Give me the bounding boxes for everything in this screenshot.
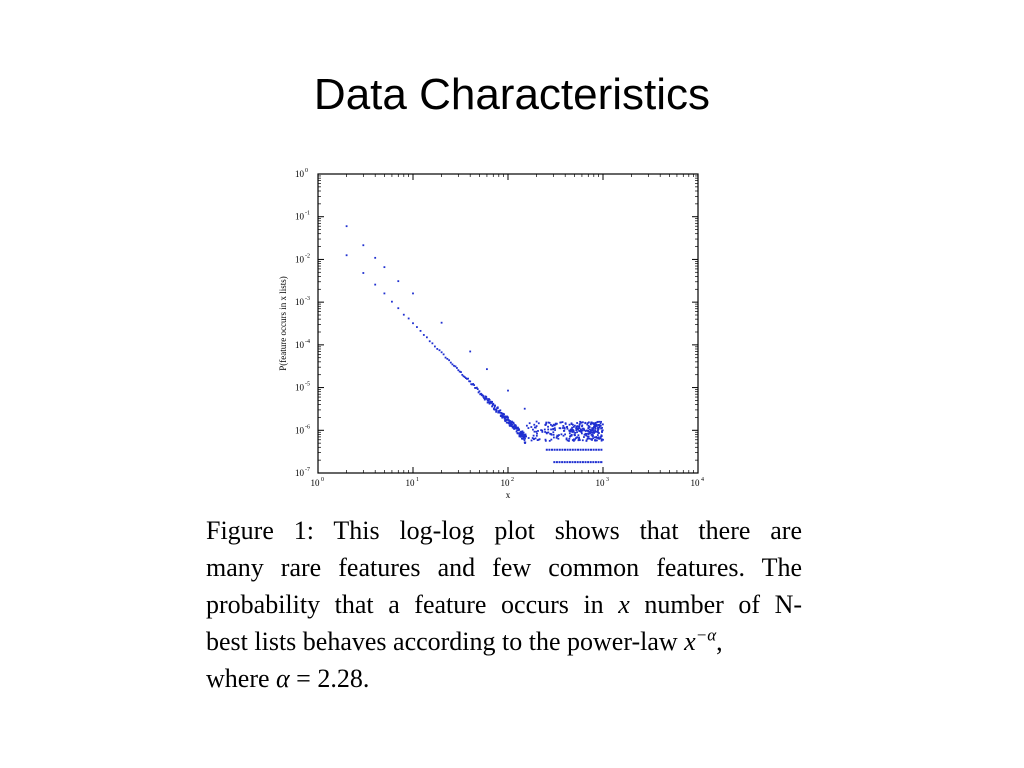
figure-caption [206, 512, 802, 697]
data-point [467, 378, 469, 380]
data-point [560, 422, 562, 424]
data-point [576, 422, 578, 424]
x-tick-exponent: 0 [321, 477, 324, 483]
data-point [524, 442, 526, 444]
data-point [441, 351, 443, 353]
data-point [581, 432, 583, 434]
data-point [592, 435, 594, 437]
data-point [582, 439, 584, 441]
data-point [601, 431, 603, 433]
data-point [525, 435, 527, 437]
data-point [562, 421, 564, 423]
data-point [588, 421, 590, 423]
y-tick-label: 10 [295, 382, 304, 393]
x-tick-label: 10 [310, 478, 320, 488]
data-point [598, 421, 600, 423]
data-point [374, 284, 376, 286]
y-tick-label: 10 [295, 468, 304, 478]
data-point [486, 368, 488, 370]
data-point [523, 432, 525, 434]
data-point [346, 254, 348, 256]
data-point [598, 432, 600, 434]
data-point [585, 433, 587, 435]
data-point [582, 421, 584, 423]
data-point [489, 399, 491, 401]
data-point [535, 437, 537, 439]
data-point [552, 431, 554, 433]
data-point [499, 409, 501, 411]
data-point [563, 430, 565, 432]
data-point [600, 423, 602, 425]
data-point [397, 280, 399, 282]
data-point [412, 293, 414, 295]
caption-power-exp: −α [695, 625, 717, 645]
data-point [534, 431, 536, 433]
caption-line-3 [206, 586, 802, 623]
y-tick-label: 10 [295, 297, 304, 308]
caption-power-base: x [684, 627, 696, 656]
slide-title: Data Characteristics [313, 70, 711, 119]
data-point [591, 432, 593, 434]
caption-alpha-value: 2.28. [317, 664, 370, 693]
data-point [479, 390, 481, 392]
data-point [581, 424, 583, 426]
data-point [536, 433, 538, 435]
y-tick-exponent: -5 [305, 381, 310, 388]
data-point [602, 429, 604, 431]
data-point [574, 425, 576, 427]
data-point [431, 342, 433, 344]
data-point [552, 428, 554, 430]
y-tick-exponent: -2 [305, 253, 310, 260]
data-point [593, 428, 595, 430]
data-point [566, 437, 568, 439]
data-point [545, 440, 547, 442]
data-point [536, 425, 538, 427]
data-point [529, 422, 531, 424]
data-point [564, 428, 566, 430]
x-tick-label: 10 [405, 478, 415, 488]
data-point [569, 432, 571, 434]
data-point [460, 371, 462, 373]
data-point [558, 434, 560, 436]
data-point [551, 434, 553, 436]
data-point [448, 359, 450, 361]
data-point [384, 293, 386, 295]
data-point [595, 428, 597, 430]
data-point [374, 257, 376, 259]
data-point [596, 425, 598, 427]
data-point [545, 422, 547, 424]
data-point [533, 424, 535, 426]
y-tick-exponent: -1 [305, 210, 310, 217]
data-point [416, 326, 418, 328]
data-point [403, 314, 405, 316]
data-point [391, 301, 393, 303]
data-point [578, 434, 580, 436]
x-tick-label: 10 [500, 478, 510, 488]
data-point [486, 398, 488, 400]
data-point [423, 334, 425, 336]
data-point [601, 438, 603, 440]
y-tick-label: 10 [295, 339, 304, 350]
data-point [533, 435, 535, 437]
data-point [515, 425, 517, 427]
data-point [594, 436, 596, 438]
data-point [557, 438, 559, 440]
data-point [497, 407, 499, 409]
plot-frame [318, 174, 698, 473]
data-point [547, 429, 549, 431]
y-tick-exponent: -7 [305, 467, 310, 473]
data-point [571, 427, 573, 429]
data-point [579, 439, 581, 441]
y-tick-label: 10 [295, 254, 304, 265]
data-point [553, 437, 555, 439]
y-axis-label: P(feature occurs in x lists) [278, 276, 288, 371]
caption-line-3-tail: number of N- [629, 590, 802, 619]
caption-equals: = [289, 664, 318, 693]
data-point [573, 431, 575, 433]
data-point [485, 396, 487, 398]
loglog-scatter-plot [270, 160, 730, 505]
data-point [565, 423, 567, 425]
data-point [536, 435, 538, 437]
data-point [589, 438, 591, 440]
data-point [455, 366, 457, 368]
data-point [569, 424, 571, 426]
data-point [541, 431, 543, 433]
data-point [582, 430, 584, 432]
data-point [346, 225, 348, 227]
data-point [536, 421, 538, 423]
data-point [547, 432, 549, 434]
caption-line-4-text: best lists behaves according to the power-law [206, 627, 678, 656]
caption-line-1: Figure 1: This log-log plot shows that there are [206, 516, 802, 545]
caption-line-3-text: probability that a feature occurs in [206, 590, 604, 619]
data-point [456, 367, 458, 369]
data-point [547, 426, 549, 428]
data-point [568, 440, 570, 442]
data-point [420, 330, 422, 332]
data-point [434, 346, 436, 348]
data-point [531, 440, 533, 442]
data-point [564, 433, 566, 435]
data-point [601, 435, 603, 437]
data-point [507, 417, 509, 419]
y-tick-label: 10 [295, 211, 304, 222]
data-point [524, 408, 526, 410]
data-point [532, 429, 534, 431]
data-point [578, 426, 580, 428]
data-point [571, 434, 573, 436]
data-point [503, 413, 505, 415]
data-point [526, 425, 528, 427]
data-point [589, 426, 591, 428]
x-tick-exponent: 2 [511, 477, 514, 483]
data-point [473, 384, 475, 386]
data-point [412, 322, 414, 324]
x-tick-label: 10 [690, 478, 700, 488]
data-point [574, 434, 576, 436]
data-point [576, 436, 578, 438]
x-tick-exponent: 3 [606, 477, 609, 483]
data-point [530, 426, 532, 428]
data-point [362, 272, 364, 274]
data-point [544, 429, 546, 431]
caption-var-x: x [618, 590, 630, 619]
data-point [596, 439, 598, 441]
caption-line-5-text: where [206, 664, 270, 693]
data-point [436, 348, 438, 350]
y-tick-label: 10 [295, 169, 304, 179]
data-point [517, 432, 519, 434]
data-point [550, 429, 552, 431]
data-point [496, 410, 498, 412]
data-point [561, 433, 563, 435]
data-point [539, 438, 541, 440]
data-point [408, 318, 410, 320]
data-point [554, 427, 556, 429]
data-point [426, 336, 428, 338]
data-point [384, 266, 386, 268]
data-point [595, 422, 597, 424]
data-point [567, 428, 569, 430]
data-point [528, 427, 530, 429]
data-point [445, 357, 447, 359]
data-point [537, 430, 539, 432]
data-point [556, 423, 558, 425]
data-point [397, 307, 399, 309]
data-point [441, 322, 443, 324]
data-point [528, 437, 530, 439]
data-point [600, 425, 602, 427]
data-point [469, 351, 471, 353]
data-point [507, 390, 509, 392]
x-axis-label: x [505, 490, 511, 500]
x-tick-exponent: 1 [416, 477, 419, 483]
y-tick-exponent: -4 [305, 338, 310, 345]
data-point [554, 429, 556, 431]
data-point [559, 427, 561, 429]
data-point [524, 438, 526, 440]
data-point [597, 434, 599, 436]
data-point [439, 349, 441, 351]
data-point [362, 244, 364, 246]
data-point [576, 431, 578, 433]
data-point [568, 438, 570, 440]
data-point [562, 425, 564, 427]
data-point [572, 424, 574, 426]
data-point [578, 437, 580, 439]
data-point [549, 440, 551, 442]
data-point [588, 436, 590, 438]
data-point [553, 434, 555, 436]
data-point [549, 422, 551, 424]
y-tick-exponent: 0 [305, 168, 308, 174]
data-point [550, 439, 552, 441]
data-point [592, 437, 594, 439]
data-point [525, 434, 527, 436]
data-point [546, 432, 548, 434]
data-point [584, 422, 586, 424]
caption-alpha-symbol: α [276, 664, 290, 693]
data-point [524, 439, 526, 441]
y-tick-exponent: -6 [305, 424, 310, 431]
data-point [450, 362, 452, 364]
caption-line-2: many rare features and few common features. The [206, 553, 802, 582]
data-point [452, 363, 454, 365]
data-point [494, 405, 496, 407]
data-point [446, 358, 448, 360]
data-point [563, 435, 565, 437]
data-point [492, 404, 494, 406]
caption-line-5 [206, 660, 802, 697]
data-point [477, 388, 479, 390]
data-point [602, 423, 604, 425]
data-point [469, 380, 471, 382]
caption-power-comma: , [716, 627, 723, 656]
data-point [535, 431, 537, 433]
data-point [538, 422, 540, 424]
x-tick-exponent: 4 [701, 477, 704, 483]
y-tick-exponent: -3 [305, 296, 310, 303]
data-point [579, 424, 581, 426]
data-point [574, 432, 576, 434]
data-point [600, 421, 602, 423]
x-tick-label: 10 [595, 478, 605, 488]
data-point [443, 353, 445, 355]
data-point [597, 421, 599, 423]
data-point [601, 427, 603, 429]
data-point [491, 406, 493, 408]
data-point [566, 426, 568, 428]
caption-line-4 [206, 623, 802, 660]
data-point [583, 436, 585, 438]
data-point [429, 340, 431, 342]
data-point [518, 429, 520, 431]
data-point [491, 401, 493, 403]
y-tick-label: 10 [295, 425, 304, 436]
